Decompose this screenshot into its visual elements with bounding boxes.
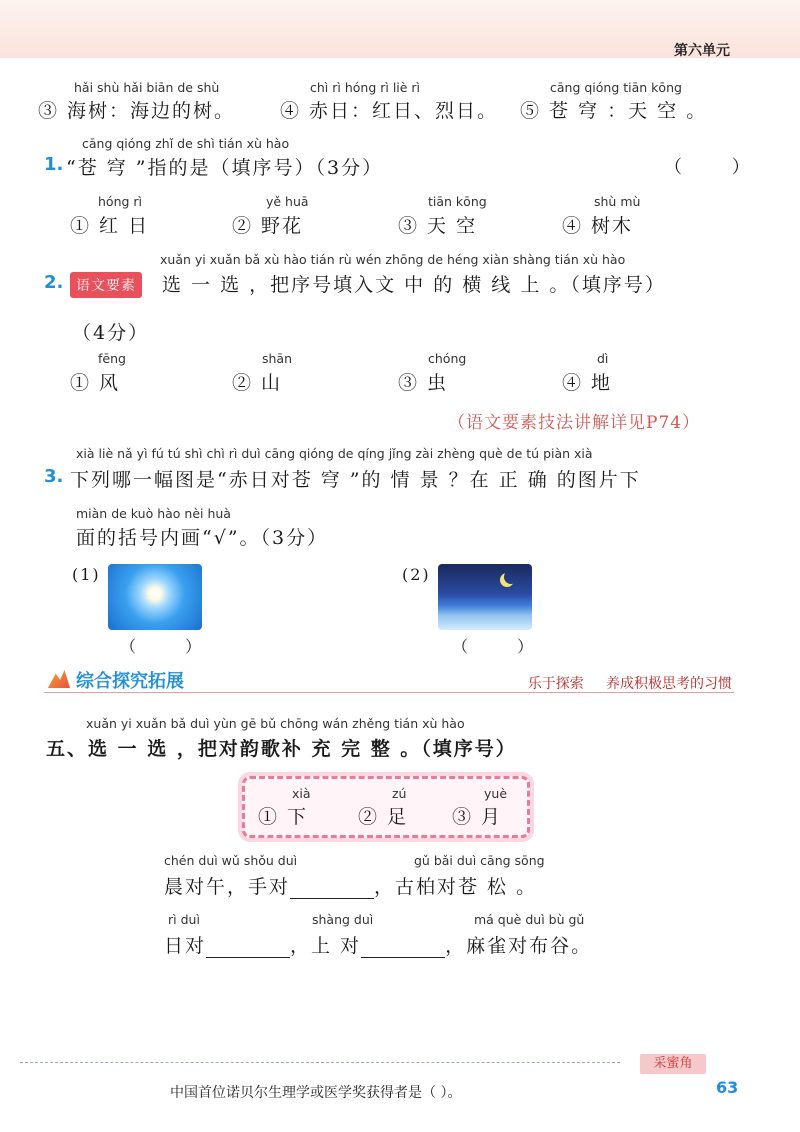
q2-option: ② 山: [232, 372, 283, 394]
q3-image1-answer-box[interactable]: （ ）: [120, 637, 224, 656]
section-title: 综合探究拓展: [76, 671, 184, 692]
q1-question: “苍 穹 ”指的是（填序号）（3分）: [66, 157, 384, 179]
poem-line2-pinyin-a: rì duì: [168, 912, 200, 927]
poem-line2-pinyin-c: má què duì bù gǔ: [474, 912, 585, 927]
q2-reference-note: （语文要素技法讲解详见P74）: [448, 413, 701, 433]
q1-option-pinyin: tiān kōng: [428, 194, 487, 209]
q2-points: （4分）: [72, 322, 150, 344]
q3-image1-label: (1): [72, 565, 101, 584]
poem-line2-part-c: ，麻雀对布谷。: [445, 935, 593, 957]
def4-text: ④ 赤日：红日、烈日。: [280, 100, 499, 122]
poem-blank-2[interactable]: [206, 939, 290, 958]
q1-option: ② 野花: [232, 215, 304, 237]
q3-question-line2: 面的括号内画“√”。（3分）: [76, 527, 329, 549]
footer-question: 中国首位诺贝尔生理学或医学奖获得者是（ ）。: [170, 1085, 462, 1101]
q3-image2-label: (2): [402, 565, 431, 584]
q2-option: ① 风: [70, 372, 121, 394]
q3-number: 3.: [44, 466, 64, 487]
q2-question: 选 一 选 ，把序号填入文 中 的 横 线 上 。（填序号）: [162, 274, 666, 296]
q2-option-pinyin: chóng: [428, 351, 467, 366]
def5-pinyin: cāng qióng tiān kōng: [550, 80, 682, 95]
footer-divider: [20, 1062, 620, 1063]
q1-option: ① 红 日: [70, 215, 150, 237]
q5-option-pinyin: yuè: [484, 786, 508, 801]
moon-sea-image: [438, 564, 532, 630]
q5-option-pinyin: xià: [292, 786, 311, 801]
poem-line1-part-b: ，古柏对苍 松 。: [374, 876, 538, 898]
q3-pinyin-line1: xià liè nǎ yì fú tú shì chì rì duì cāng qióng de qíng jǐng zài zhèng què de tú piàn xià: [76, 446, 593, 461]
q2-option: ④ 地: [562, 372, 613, 394]
q2-number: 2.: [44, 272, 64, 293]
page-number: 63: [716, 1078, 739, 1097]
poem-line1: [164, 872, 537, 899]
q2-option: ③ 虫: [398, 372, 449, 394]
q1-option-pinyin: hóng rì: [98, 194, 143, 209]
q3-pinyin-line2: miàn de kuò hào nèi huà: [76, 506, 231, 521]
poem-blank-3[interactable]: [361, 939, 445, 958]
poem-line2-part-b: ，上 对: [290, 935, 362, 957]
q2-badge: 语文要素: [70, 272, 142, 298]
def5-text: ⑤ 苍 穹 ：天 空 。: [520, 100, 708, 122]
section-tags: [528, 673, 732, 693]
q2-option-pinyin: fēng: [98, 351, 126, 366]
sun-sky-image: [108, 564, 202, 630]
footer-tag: 采蜜角: [640, 1054, 706, 1074]
q2-option-pinyin: dì: [597, 351, 609, 366]
poem-line2-pinyin-b: shàng duì: [312, 912, 374, 927]
poem-line2-part-a: 日对: [164, 935, 207, 957]
q1-option-pinyin: yě huā: [266, 194, 309, 209]
def3-text: ③ 海树：海边的树。: [38, 100, 236, 122]
q5-option: ② 足: [358, 806, 409, 828]
q1-option: ④ 树木: [562, 215, 634, 237]
def4-pinyin: chì rì hóng rì liè rì: [310, 80, 421, 95]
poem-line1-pinyin-b: gǔ bǎi duì cāng sōng: [414, 853, 545, 868]
q1-option-pinyin: shù mù: [594, 194, 641, 209]
moon-icon: [504, 570, 518, 584]
poem-blank-1[interactable]: [290, 880, 374, 899]
q3-image2-answer-box[interactable]: （ ）: [452, 637, 556, 656]
q1-answer-box[interactable]: （ ）: [664, 157, 772, 178]
q5-pinyin: xuǎn yi xuǎn bǎ duì yùn gē bǔ chōng wán zhěng tián xù hào: [86, 716, 465, 731]
q1-number: 1.: [44, 154, 64, 175]
unit-label: 第六单元: [674, 43, 730, 59]
poem-line1-pinyin-a: chén duì wǔ shǒu duì: [164, 853, 298, 868]
poem-line1-part-a: 晨对午，手对: [164, 876, 291, 898]
def3-pinyin: hǎi shù hǎi biān de shù: [74, 80, 220, 95]
q1-pinyin: cāng qióng zhǐ de shì tián xù hào: [82, 136, 290, 151]
section-tag-habit: 养成积极思考的习惯: [606, 676, 732, 692]
q5-question: 五、选 一 选 ，把对韵歌补 充 完 整 。（填序号）: [46, 738, 517, 760]
q2-option-pinyin: shān: [262, 351, 293, 366]
q5-option: ① 下: [258, 806, 309, 828]
q1-option: ③ 天 空: [398, 215, 478, 237]
q5-option-pinyin: zú: [392, 786, 407, 801]
poem-line2: [164, 931, 592, 958]
q3-question-line1: 下列哪一幅图是“赤日对苍 穹 ”的 情 景 ？在 正 确 的图片下: [70, 469, 641, 491]
q2-pinyin: xuǎn yi xuǎn bǎ xù hào tián rù wén zhōng de héng xiàn shàng tián xù hào: [160, 252, 626, 267]
section-tag-explore: 乐于探索: [527, 676, 584, 692]
q5-option: ③ 月: [452, 806, 503, 828]
